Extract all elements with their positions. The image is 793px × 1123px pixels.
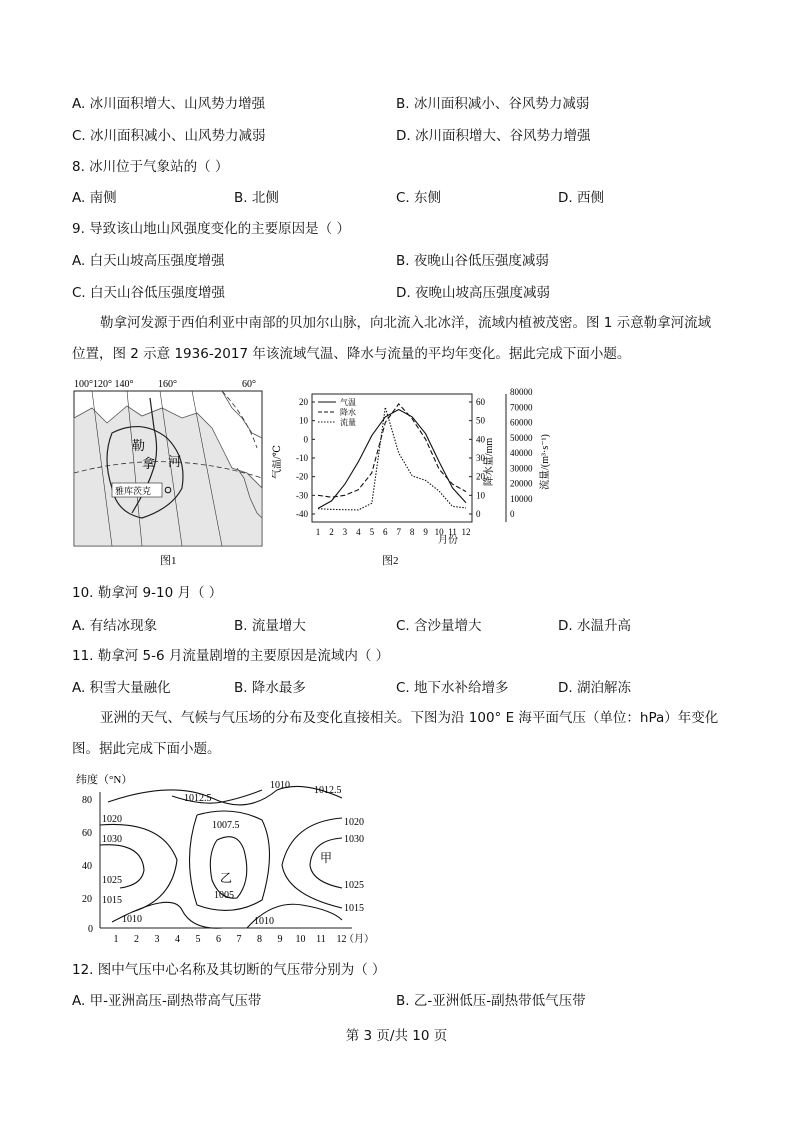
fig3-x-tick: 8 xyxy=(257,934,262,945)
mid-tick-label: 50 xyxy=(476,415,485,426)
x-tick-label: 6 xyxy=(383,527,388,537)
x-tick-label: 5 xyxy=(369,527,375,537)
isobar-label-1025-left: 1025 xyxy=(102,875,122,886)
figure-2-chart xyxy=(272,382,562,568)
mid-tick-label: 10 xyxy=(476,490,485,501)
fig3-y-80: 80 xyxy=(82,795,92,806)
q7-option-d: D. 冰川面积增大、谷风势力增强 xyxy=(396,128,591,144)
passage-lena: 勒拿河发源于西伯利亚中南部的贝加尔山脉，向北流入北冰洋，流域内植被茂密。图 1 示意勒拿河流域位置，图 2 示意 1936-2017 年该流域气温、降水与流量的平均年变化。据此完成下面小题。 xyxy=(72,315,712,362)
fig3-x-tick: 11 xyxy=(316,934,326,945)
left-axis-label: 气温/℃ xyxy=(272,445,283,479)
x-tick-label: 10 xyxy=(434,527,444,537)
left-tick-label: -10 xyxy=(296,453,308,463)
fig3-y-20: 20 xyxy=(82,894,92,905)
fig3-y-60: 60 xyxy=(82,828,92,839)
q10-option-c: C. 含沙量增大 xyxy=(396,618,482,634)
isobar-label-1010-top: 1010 xyxy=(270,780,290,791)
fig3-x-tick: 7 xyxy=(236,934,242,945)
fig3-x-tick: 2 xyxy=(134,934,139,945)
figure-1-map xyxy=(72,378,267,568)
fig3-x-tick: 3 xyxy=(154,934,160,945)
fig3-x-tick: 12 xyxy=(336,934,347,945)
q10-option-b: B. 流量增大 xyxy=(234,618,306,634)
mid-tick-label: 60 xyxy=(476,397,485,407)
x-tick-label: 3 xyxy=(342,527,348,537)
isobar-label-1005: 1005 xyxy=(214,890,234,901)
fig3-y-title: 纬度（°N） xyxy=(76,774,133,786)
q9-option-c: C. 白天山谷低压强度增强 xyxy=(72,285,226,301)
isobar-label-1010-left: 1010 xyxy=(122,914,142,925)
fig3-x-unit: （月） xyxy=(344,934,374,945)
q12-option-b: B. 乙-亚洲低压-副热带低气压带 xyxy=(396,993,586,1009)
city-label: 雅库茨克 xyxy=(115,486,152,496)
q7-option-b: B. 冰川面积减小、谷风势力减弱 xyxy=(396,96,590,112)
x-tick-label: 12 xyxy=(461,527,471,537)
fig1-caption: 图1 xyxy=(160,555,177,567)
q9-stem: 9. 导致该山地山风强度变化的主要原因是（ ） xyxy=(72,221,350,237)
isobar-label-1020-left: 1020 xyxy=(102,814,122,825)
right-tick-label: 0 xyxy=(510,509,515,519)
q10-stem: 10. 勒拿河 9-10 月（ ） xyxy=(72,585,223,601)
legend-precip: 降水 xyxy=(340,408,356,417)
fig1-lon-label-1: 100°120° 140° xyxy=(74,379,134,390)
left-tick-label: -20 xyxy=(296,471,308,482)
isobar-label-1030-left: 1030 xyxy=(102,834,122,845)
x-tick-label: 11 xyxy=(448,527,457,537)
q9-option-d: D. 夜晚山坡高压强度减弱 xyxy=(396,285,550,301)
mid-tick-label: 20 xyxy=(476,471,485,482)
q11-stem: 11. 勒拿河 5-6 月流量剧增的主要原因是流域内（ ） xyxy=(72,648,390,664)
q11-option-a: A. 积雪大量融化 xyxy=(72,680,171,696)
isobar-label-1012-5-right: 1012.5 xyxy=(314,785,342,796)
q9-option-a: A. 白天山坡高压强度增强 xyxy=(72,253,225,269)
right-tick-label: 40000 xyxy=(510,448,533,458)
q8-option-c: C. 东侧 xyxy=(396,190,442,206)
q11-option-b: B. 降水最多 xyxy=(234,680,306,696)
isobar-label-1015-left: 1015 xyxy=(102,895,122,906)
legend-temp: 气温 xyxy=(340,398,356,407)
center-jia: 甲 xyxy=(320,851,333,865)
x-tick-label: 2 xyxy=(329,527,334,537)
q9-option-b: B. 夜晚山谷低压强度减弱 xyxy=(396,253,549,269)
right-tick-label: 70000 xyxy=(510,402,533,413)
fig3-x-tick: 1 xyxy=(113,934,119,945)
isobar-label-1020-right: 1020 xyxy=(344,817,364,828)
isobar-label-1007-5: 1007.5 xyxy=(212,820,240,831)
q7-option-c: C. 冰川面积减小、山风势力减弱 xyxy=(72,128,266,144)
fig3-y-0: 0 xyxy=(88,924,93,935)
x-tick-label: 7 xyxy=(396,527,401,537)
page-footer: 第 3 页/共 10 页 xyxy=(345,1028,448,1044)
mid-tick-label: 30 xyxy=(476,453,485,463)
river-char-2: 拿 xyxy=(142,456,156,471)
river-char-1: 勒 xyxy=(132,438,146,453)
fig3-x-tick: 4 xyxy=(175,934,180,945)
fig3-x-tick: 6 xyxy=(216,934,221,945)
isobar-label-1010-right: 1010 xyxy=(254,916,274,927)
figure-3-isobars xyxy=(72,770,392,948)
q12-stem: 12. 图中气压中心名称及其切断的气压带分别为（ ） xyxy=(72,962,386,978)
fig3-x-tick: 9 xyxy=(277,934,283,945)
q12-option-a: A. 甲-亚洲高压-副热带高气压带 xyxy=(72,993,262,1009)
left-tick-label: -30 xyxy=(296,490,308,501)
x-tick-label: 1 xyxy=(315,527,321,537)
fig2-caption: 图2 xyxy=(382,555,399,567)
fig1-lon-label-2: 160° xyxy=(158,379,177,390)
fig3-x-tick: 10 xyxy=(295,934,306,945)
river-char-3: 河 xyxy=(168,454,182,469)
mid-axis-label: 降水量/mm xyxy=(484,437,495,487)
right-tick-label: 20000 xyxy=(510,478,533,489)
isobar-lines xyxy=(100,786,342,928)
q8-option-d: D. 西侧 xyxy=(558,190,604,206)
legend-flow: 流量 xyxy=(340,418,356,427)
right-tick-label: 50000 xyxy=(510,432,533,443)
isobar-label-1015-right: 1015 xyxy=(344,903,364,914)
center-yi: 乙 xyxy=(220,871,233,885)
mid-tick-label: 0 xyxy=(476,509,481,519)
fig3-x-tick: 5 xyxy=(195,934,201,945)
fig3-y-40: 40 xyxy=(82,861,92,872)
isobar-label-1012-5-left: 1012.5 xyxy=(184,793,212,804)
isobar-label-1030-right: 1030 xyxy=(344,834,364,845)
fig1-lon-label-3: 60° xyxy=(242,379,256,390)
q10-option-d: D. 水温升高 xyxy=(558,618,631,634)
isobar-label-1025-right: 1025 xyxy=(344,880,364,891)
x-tick-label: 4 xyxy=(356,527,361,537)
left-tick-label: 0 xyxy=(303,434,308,445)
q10-option-a: A. 有结冰现象 xyxy=(72,618,158,634)
right-tick-label: 80000 xyxy=(510,387,533,397)
x-unit: 月份 xyxy=(438,535,458,546)
right-tick-label: 60000 xyxy=(510,417,533,428)
passage-asia-pressure: 亚洲的天气、气候与气压场的分布及变化直接相关。下图为沿 100° E 海平面气压（单位：hPa）年变化图。据此完成下面小题。 xyxy=(72,710,719,757)
q8-stem: 8. 冰川位于气象站的（ ） xyxy=(72,159,229,175)
left-tick-label: 10 xyxy=(299,415,308,426)
right-tick-label: 30000 xyxy=(510,463,533,474)
mid-tick-label: 40 xyxy=(476,434,485,445)
q8-option-b: B. 北侧 xyxy=(234,190,279,206)
left-tick-label: -40 xyxy=(296,509,308,519)
right-tick-label: 10000 xyxy=(510,493,533,504)
q8-option-a: A. 南侧 xyxy=(72,190,117,206)
q11-option-c: C. 地下水补给增多 xyxy=(396,680,509,696)
x-tick-label: 8 xyxy=(409,527,415,537)
x-tick-label: 9 xyxy=(423,527,428,537)
q7-option-a: A. 冰川面积增大、山风势力增强 xyxy=(72,96,266,112)
left-tick-label: 20 xyxy=(299,397,308,407)
right-axis-label: 流量/(m³·s⁻¹) xyxy=(540,434,551,490)
q11-option-d: D. 湖泊解冻 xyxy=(558,680,631,696)
